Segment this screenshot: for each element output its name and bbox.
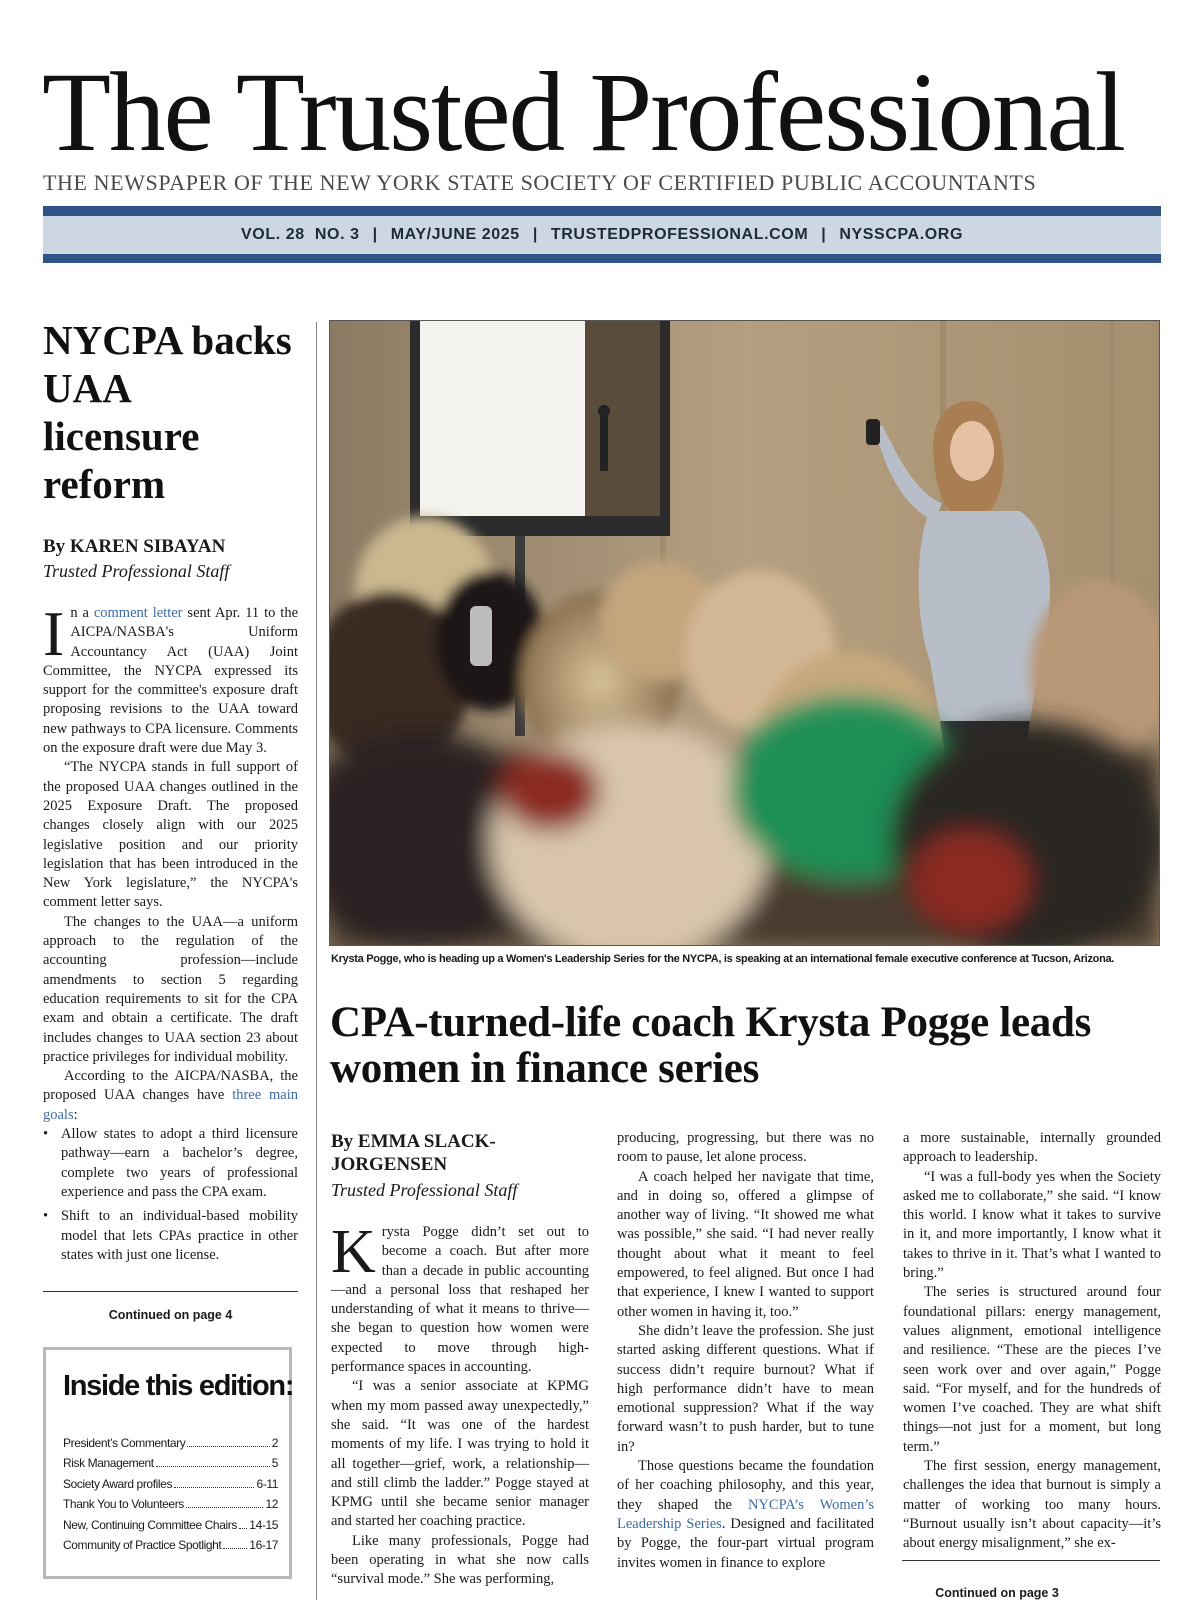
toc-item[interactable] — [63, 1518, 278, 1538]
toc-label: Community of Practice Spotlight — [63, 1537, 222, 1552]
toc-page: 6-11 — [256, 1476, 278, 1491]
masthead-rule-bottom — [43, 254, 1161, 263]
body-paragraph: A coach helped her navigate that time, and in doing so, offered a glimpse of another way of living. “It showed me what was possible,” she said. “I had never really thought about what it meant to feel empowered, to feel aligned. But once I had that experience, I knew I wanted to support other women in having it, too.” — [617, 1168, 874, 1320]
divider — [43, 1291, 298, 1292]
toc-item[interactable] — [63, 1538, 278, 1558]
lead-story-byline: By KAREN SIBAYAN — [43, 536, 226, 557]
lead-paragraph-text: n a — [70, 605, 94, 621]
masthead-rule-top — [43, 206, 1161, 216]
feature-story-byline-role: Trusted Professional Staff — [331, 1180, 518, 1200]
womens-leadership-series-link[interactable]: NYCPA’s Women’s Leadership Series — [617, 1496, 874, 1532]
body-paragraph — [43, 1067, 298, 1125]
three-main-goals-link[interactable]: three main goals — [43, 1087, 298, 1123]
feature-story-column-3 — [903, 1129, 1161, 1554]
issue-date: MAY/JUNE 2025 — [390, 226, 520, 243]
body-paragraph: producing, progressing, but there was no room to pause, let alone process. — [617, 1130, 874, 1166]
toc-leader — [156, 1466, 270, 1467]
body-paragraph: She didn’t leave the profession. She just started asking different questions. What if success didn’t require burnout? What if high performance didn’t have to mean emotional suppression? What if the way forward wasn’t to push harder, but to tune in? — [617, 1322, 874, 1455]
society-website-link[interactable]: NYSSCPA.ORG — [839, 226, 963, 243]
issue-separator: | — [372, 226, 378, 243]
lead-story-headline: NYCPA backs UAA licensure reform — [43, 317, 292, 507]
body-paragraph: The series is structured around four foundational pillars: energy management, values alignment, emotional intelligence and resilience. “These are the pieces I’ve seen work over and over again,” Pogge said. “For myself, and for the hundreds of women I’ve coached. They are what shift things—not just for a moment, but long term.” — [903, 1284, 1161, 1455]
list-item: • Shift to an individual-based mobility model that lets CPAs practice in other states with just one license. — [43, 1207, 298, 1265]
body-paragraph: a more sustainable, internally grounded approach to leadership. — [903, 1130, 1161, 1166]
lead-paragraph-text: rysta Pogge didn’t set out to become a coach. But after more than a decade in public accounting—and a personal loss that reshaped her understanding of what it means to thrive—she began to question how women were expected to move through high-performance spaces in accounting. — [331, 1224, 589, 1376]
lead-story-body — [43, 598, 299, 1265]
feature-continued-link[interactable]: Continued on page 3 — [935, 1586, 1059, 1600]
toc-item[interactable] — [63, 1456, 278, 1476]
table-of-contents — [63, 1436, 278, 1558]
body-paragraph: “The NYCPA stands in full support of the proposed UAA changes outlined in the 2025 Exposure Draft. The proposed changes closely align with our 2025 legislative position and our priority legislation that has been introduced in the New York legislature,” the NYCPA's comment letter says. — [43, 759, 298, 911]
list-item: • Allow states to adopt a third licensure pathway—earn a bachelor’s degree, complete two years of professional experience and pass the CPA exam. — [43, 1125, 298, 1202]
toc-leader — [174, 1487, 254, 1488]
toc-label: Thank You to Volunteers — [63, 1497, 184, 1512]
toc-page: 2 — [271, 1436, 278, 1450]
column-divider — [316, 322, 317, 1600]
toc-item[interactable] — [63, 1497, 278, 1517]
lead-story-byline-role: Trusted Professional Staff — [43, 561, 230, 581]
inside-edition-box — [43, 1347, 292, 1579]
feature-photo — [329, 320, 1160, 946]
toc-label: Risk Management — [63, 1456, 154, 1471]
lead-paragraph — [331, 1218, 589, 1377]
lead-continued-link[interactable]: Continued on page 4 — [108, 1308, 233, 1322]
conference-photo-illustration — [330, 321, 1160, 946]
toc-leader — [186, 1507, 264, 1508]
body-paragraph: “I was a full-body yes when the Society asked me to collaborate,” she said. “I know this world. I know what it takes to survive in it, and more importantly, I know what it takes to thrive in it. That’s what I wanted to bring.” — [903, 1168, 1161, 1282]
masthead-title: The Trusted Professional — [42, 50, 1124, 175]
lead-paragraph — [43, 598, 299, 758]
toc-item[interactable] — [63, 1436, 278, 1456]
feature-story-column-1 — [331, 1218, 589, 1590]
body-paragraph: Like many professionals, Pogge had been operating in what she now calls “survival mode.” She was performing, — [331, 1532, 589, 1588]
inside-edition-title: Inside this edition: — [63, 1370, 294, 1402]
body-paragraph: “I was a senior associate at KPMG when my mom passed away unexpectedly,” she said. “It was one of the hardest moments of my life. I was trying to hold it all together—grief, work, a relationship—and still climb the ladder.” Pogge stayed at KPMG until she became senior manager and started her coaching practice. — [331, 1378, 589, 1530]
toc-page: 12 — [265, 1497, 278, 1512]
feature-story-byline: By EMMA SLACK-JORGENSEN — [331, 1131, 496, 1175]
paragraph-text: . Designed and facilitated by Pogge, the four-part virtual program invites women in finance to explore — [617, 1515, 874, 1571]
issue-separator: | — [532, 226, 538, 243]
toc-page: 5 — [271, 1456, 278, 1471]
body-paragraph: The first session, energy management, challenges the idea that burnout is simply a matter of working too many hours. “Burnout usually isn’t about capacity—it’s about energy misalignment,” she ex- — [903, 1458, 1161, 1552]
feature-story-column-2 — [617, 1129, 874, 1573]
toc-page: 14-15 — [249, 1517, 278, 1532]
body-paragraph — [617, 1457, 874, 1573]
divider — [902, 1560, 1160, 1561]
masthead-tagline: THE NEWSPAPER OF THE NEW YORK STATE SOCIETY OF CERTIFIED PUBLIC ACCOUNTANTS — [43, 170, 1037, 195]
toc-label: Society Award profiles — [63, 1476, 173, 1491]
drop-cap: I — [43, 598, 65, 669]
drop-cap: K — [331, 1218, 376, 1286]
issue-separator: | — [821, 226, 827, 243]
paragraph-text: According to the AICPA/NASBA, the proposed UAA changes have — [43, 1068, 298, 1104]
paragraph-text: : — [73, 1106, 78, 1123]
toc-leader — [239, 1528, 247, 1529]
toc-page: 16-17 — [249, 1537, 278, 1552]
toc-leader — [187, 1446, 269, 1447]
photo-caption: Krysta Pogge, who is heading up a Women's Leadership Series for the NYCPA, is speaking at an international female executive conference at Tucson, Arizona. — [331, 953, 1115, 965]
toc-label: New, Continuing Committee Chairs — [63, 1517, 237, 1532]
toc-item[interactable] — [63, 1477, 278, 1497]
toc-label: President’s Commentary — [63, 1436, 186, 1450]
lead-paragraph-text: sent Apr. 11 to the AICPA/NASBA's Uniform Accountancy Act (UAA) Joint Committee, the NYCPA expressed its support for the committee's exposure draft proposing revisions to the UAA toward new pathways to CPA licensure. Comments on the exposure draft were due May 3. — [43, 605, 299, 757]
body-paragraph: The changes to the UAA—a uniform approach to the regulation of the accounting profession—include amendments to section 5 regarding education requirements to sit for the CPA exam and obtain a certificate. The draft includes changes to UAA section 23 about practice privileges for individual mobility. — [43, 913, 298, 1065]
feature-story-headline: CPA-turned-life coach Krysta Pogge leads women in finance series — [330, 999, 1092, 1092]
issue-info-bar — [43, 216, 1161, 254]
toc-leader — [223, 1548, 247, 1549]
goals-list — [43, 1125, 298, 1265]
comment-letter-link[interactable]: comment letter — [93, 605, 183, 621]
issue-volume: VOL. 28 NO. 3 — [241, 226, 360, 243]
paragraph-text: Those questions became the foundation of her coaching philosophy, and this year, they shaped the — [617, 1458, 874, 1513]
issue-website-link[interactable]: TRUSTEDPROFESSIONAL.COM — [550, 226, 809, 243]
